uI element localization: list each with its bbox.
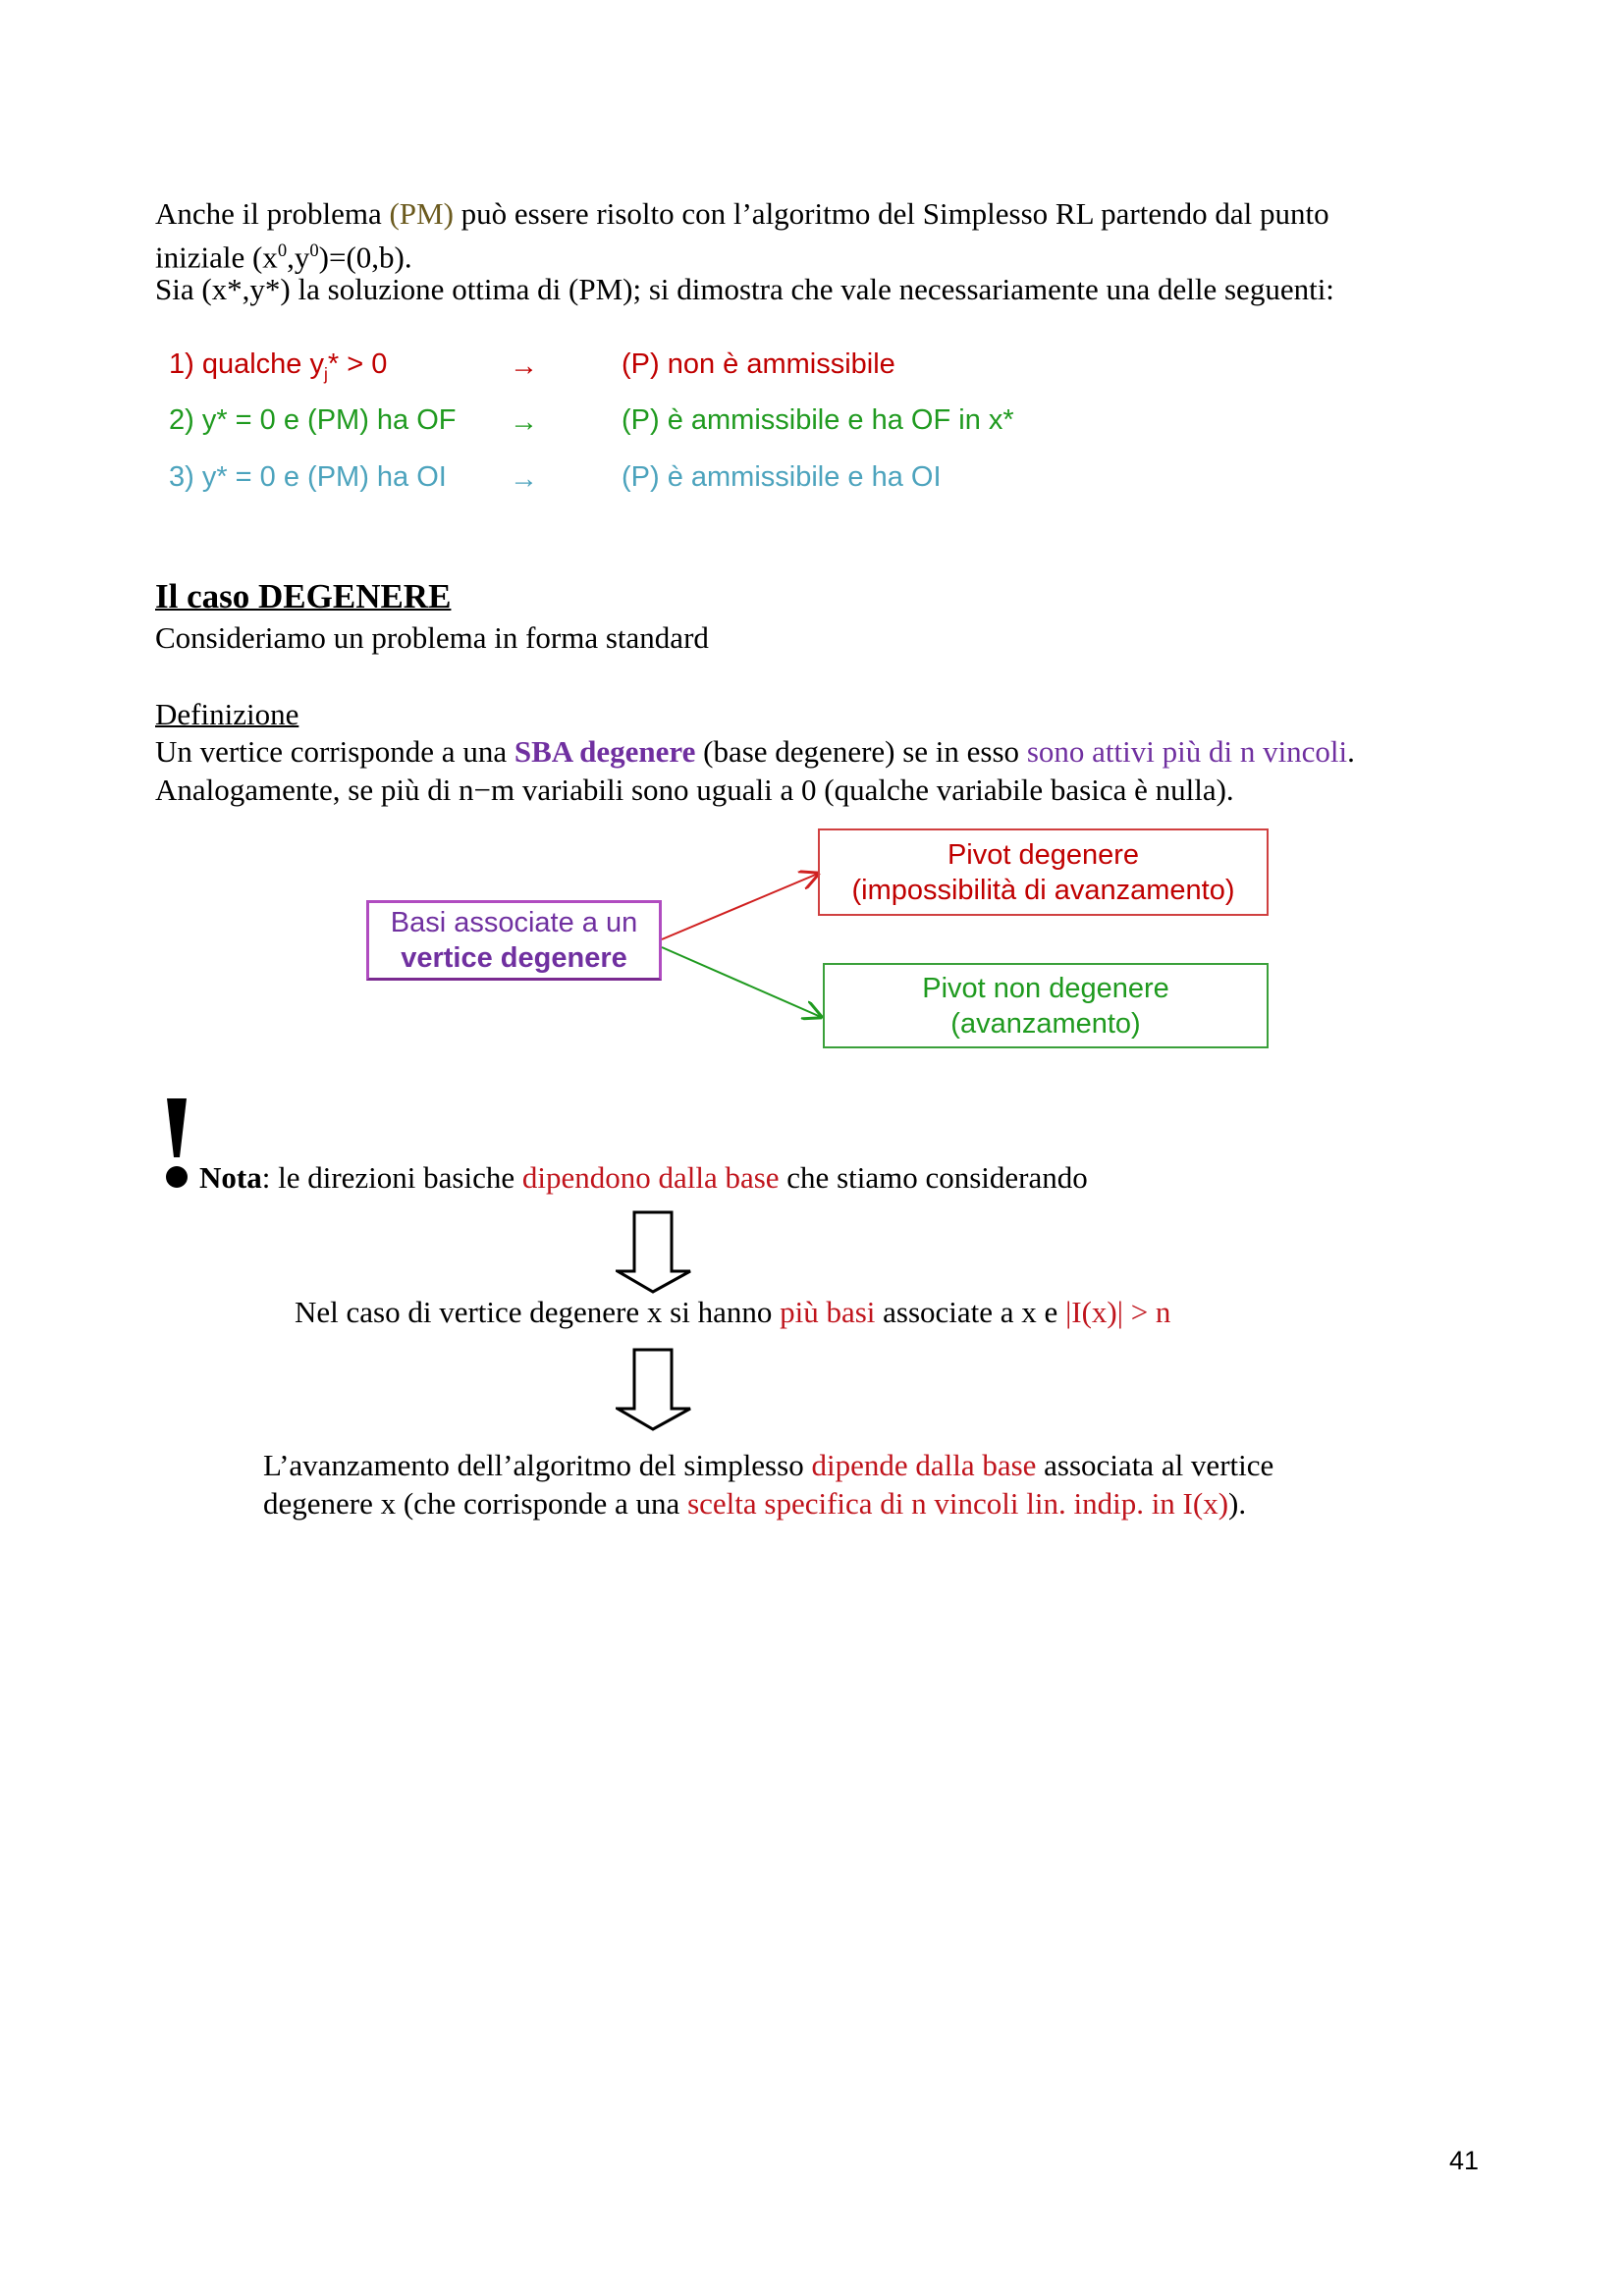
text: (avanzamento): [950, 1007, 1141, 1040]
case-3-condition: 3) y* = 0 e (PM) ha OI: [169, 461, 447, 493]
conclusion-line-1: [263, 1446, 1273, 1484]
case-2-arrow: →: [510, 406, 538, 438]
text: Un vertice corrisponde a una: [155, 734, 514, 769]
pm-text: (PM): [389, 196, 454, 231]
text: ,y: [287, 240, 310, 275]
text: Definizione: [155, 697, 299, 731]
case-1-arrow: →: [510, 350, 538, 382]
definition-line-1: [155, 732, 1355, 771]
case-3-result: (P) è ammissibile e ha OI: [622, 461, 942, 493]
exclamation-icon: [163, 1096, 192, 1190]
text: Anche il problema: [155, 196, 390, 231]
case-3-arrow: →: [510, 463, 538, 495]
note-line: [199, 1158, 1088, 1197]
diagram-arrows: [0, 0, 1624, 1080]
text: Pivot non degenere: [922, 972, 1169, 1004]
page-number: 41: [1449, 2146, 1480, 2175]
section-subtitle: Consideriamo un problema in forma standard: [155, 620, 709, 655]
text: che stiamo considerando: [779, 1160, 1088, 1195]
pivot-nondegenerate-box: [823, 963, 1269, 1048]
intro-line-1: [155, 194, 1329, 233]
conclusion-line-2: [263, 1484, 1246, 1522]
highlight: dipendono dalla base: [521, 1160, 780, 1195]
text: Il caso DEGENERE: [155, 577, 452, 615]
text: degenere x (che corrisponde a una: [263, 1486, 688, 1521]
text: ).: [1228, 1486, 1247, 1521]
text: L’avanzamento dell’algoritmo del simplesso: [263, 1448, 812, 1482]
text: può essere risolto con l’algoritmo del Simplesso RL partendo dal punto: [453, 196, 1329, 231]
arrow-to-degenerate: [662, 874, 818, 939]
consequence-line: [295, 1293, 1170, 1331]
sba-degenere: SBA degenere: [514, 734, 696, 769]
case-1-result: (P) non è ammissibile: [622, 348, 895, 380]
superscript: 0: [277, 240, 288, 261]
case-1-condition: [169, 347, 387, 391]
text: associate a x e: [875, 1295, 1066, 1329]
degenerate-vertex-box: [366, 900, 662, 981]
text: vertice degenere: [401, 942, 627, 974]
highlight: sono attivi più di n vincoli: [1026, 734, 1348, 769]
text: associata al vertice: [1036, 1448, 1274, 1482]
definition-label: [155, 695, 298, 733]
arrow-to-nondegenerate: [662, 947, 821, 1017]
text: * > 0: [327, 348, 388, 380]
highlight: più basi: [780, 1295, 876, 1329]
case-2-result: (P) è ammissibile e ha OF in x*: [622, 404, 1014, 436]
highlight: |I(x)| > n: [1065, 1295, 1171, 1329]
text: 1) qualche y: [169, 348, 324, 380]
subscript: j: [324, 363, 328, 384]
text: iniziale (x: [155, 240, 278, 275]
text: (base degenere) se in esso: [695, 734, 1027, 769]
pivot-degenerate-box: [818, 828, 1269, 916]
text: (impossibilità di avanzamento): [851, 874, 1235, 906]
definition-line-2: Analogamente, se più di n−m variabili sono uguali a 0 (qualche variabile basica è nulla).: [155, 773, 1234, 807]
text: Pivot degenere: [947, 838, 1140, 871]
text: Basi associate a un: [390, 907, 638, 938]
text: Nel caso di vertice degenere x si hanno: [295, 1295, 781, 1329]
section-title: [155, 577, 451, 615]
highlight: dipende dalla base: [811, 1448, 1037, 1482]
text: : le direzioni basiche: [261, 1160, 522, 1195]
note-label: Nota: [199, 1160, 262, 1195]
text: )=(0,b).: [318, 240, 412, 275]
text: .: [1347, 734, 1355, 769]
case-2-condition: 2) y* = 0 e (PM) ha OF: [169, 404, 457, 436]
highlight: scelta specifica di n vincoli lin. indip. in I(x): [687, 1486, 1229, 1521]
intro-line-3: Sia (x*,y*) la soluzione ottima di (PM); si dimostra che vale necessariamente una delle seguenti:: [155, 272, 1334, 306]
superscript: 0: [309, 240, 319, 261]
down-arrow-icon: [616, 1348, 694, 1432]
down-arrow-icon: [616, 1210, 694, 1295]
